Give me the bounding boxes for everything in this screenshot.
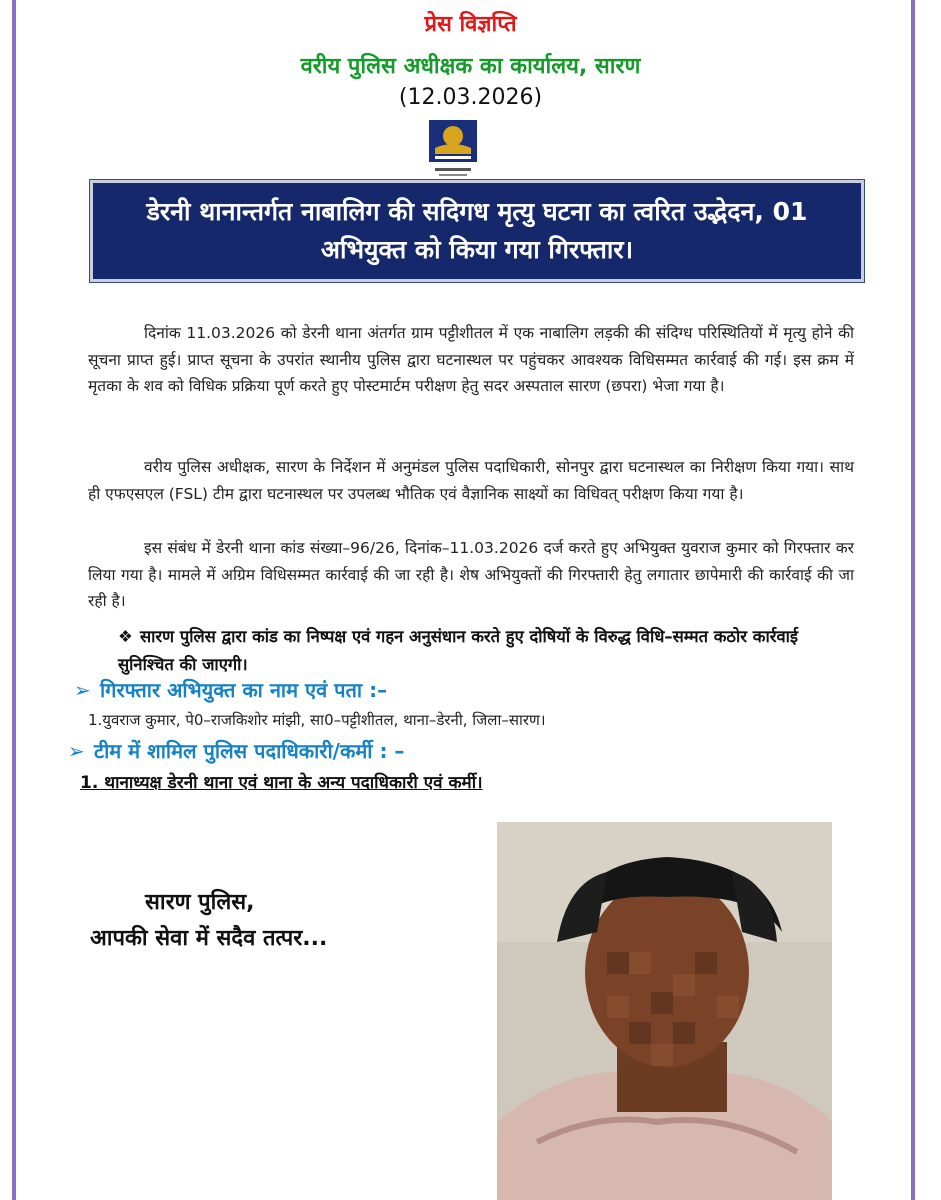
arrested-heading — [74, 676, 387, 703]
arrested-heading-text: गिरफ्तार अभियुक्त का नाम एवं पता :– — [100, 678, 388, 702]
team-heading — [68, 737, 404, 764]
diamond-bullet-icon: ❖ — [118, 627, 133, 646]
team-heading-text: टीम में शामिल पुलिस पदाधिकारी/कर्मी : – — [94, 739, 405, 763]
paragraph-incident — [88, 320, 854, 400]
paragraph-arrest-text: इस संबंध में डेरनी थाना कांड संख्या–96/26, दिनांक–11.03.2026 दर्ज करते हुए अभियुक्त युवराज कुमार को गिरफ्तार कर लिया गया है। मामले में अग्रिम विधिसम्मत कार्रवाई की जा रही है। शेष अभियुक्तों की गिरफ्तारी हेतु लगातार छापेमारी की कार्रवाई की जा रही है। — [88, 539, 854, 610]
commitment-text: सारण पुलिस द्वारा कांड का निष्पक्ष एवं गहन अनुसंधान करते हुए दोषियों के विरुद्ध विधि–सम्मत कठोर कार्रवाई सुनिश्चित की जाएगी। — [118, 627, 799, 674]
headline-banner — [90, 180, 864, 282]
team-entry: 1. थानाध्यक्ष डेरनी थाना एवं थाना के अन्य पदाधिकारी एवं कर्मी। — [80, 773, 483, 793]
office-name: वरीय पुलिस अधीक्षक का कार्यालय, सारण — [300, 54, 641, 79]
paragraph-incident-text: दिनांक 11.03.2026 को डेरनी थाना अंतर्गत ग्राम पट्टीशीतल में एक नाबालिग लड़की की संदिग्ध परिस्थितियों में मृत्यु होने की सूचना प्राप्त हुई। प्राप्त सूचना के उपरांत स्थानीय पुलिस द्वारा घटनास्थल पर पहुंचकर आवश्यक विधिसम्मत कार्रवाई की गई। इस क्रम में मृतका के शव को विधिक प्रक्रिया पूर्ण करते हुए पोस्टमार्टम परीक्षण हेतु सदर अस्पताल सारण (छपरा) भेजा गया है। — [88, 324, 854, 395]
commitment-bullet — [118, 623, 858, 679]
headline-text: डेरनी थानान्तर्गत नाबालिग की सदिगध मृत्यु घटना का त्वरित उद्भेदन, 01 अभियुक्त को किया गया गिरफ्तार। — [146, 197, 808, 264]
slogan-line-1: सारण पुलिस, — [145, 890, 255, 915]
slogan-line-2: आपकी सेवा में सदैव तत्पर... — [90, 926, 328, 951]
paragraph-inspection — [88, 454, 854, 507]
bihar-police-emblem-icon — [425, 118, 481, 180]
paragraph-inspection-text: वरीय पुलिस अधीक्षक, सारण के निर्देशन में अनुमंडल पुलिस पदाधिकारी, सोनपुर द्वारा घटनास्थल का निरीक्षण किया गया। साथ ही एफएसएल (FSL) टीम द्वारा घटनास्थल पर उपलब्ध भौतिक एवं वैज्ञानिक साक्ष्यों का विधिवत् परीक्षण किया गया है। — [88, 458, 854, 503]
release-date: (12.03.2026) — [398, 85, 543, 110]
arrow-bullet-icon: ➢ — [74, 678, 91, 702]
slogan — [90, 885, 327, 957]
paragraph-arrest — [88, 535, 854, 615]
accused-photo — [497, 822, 832, 1200]
press-release-title: प्रेस विज्ञप्ति — [424, 12, 517, 37]
arrow-bullet-icon: ➢ — [68, 739, 85, 763]
arrested-entry: 1.युवराज कुमार, पे0–राजकिशोर मांझी, सा0–पट्टीशीतल, थाना–डेरनी, जिला–सारण। — [88, 711, 546, 729]
